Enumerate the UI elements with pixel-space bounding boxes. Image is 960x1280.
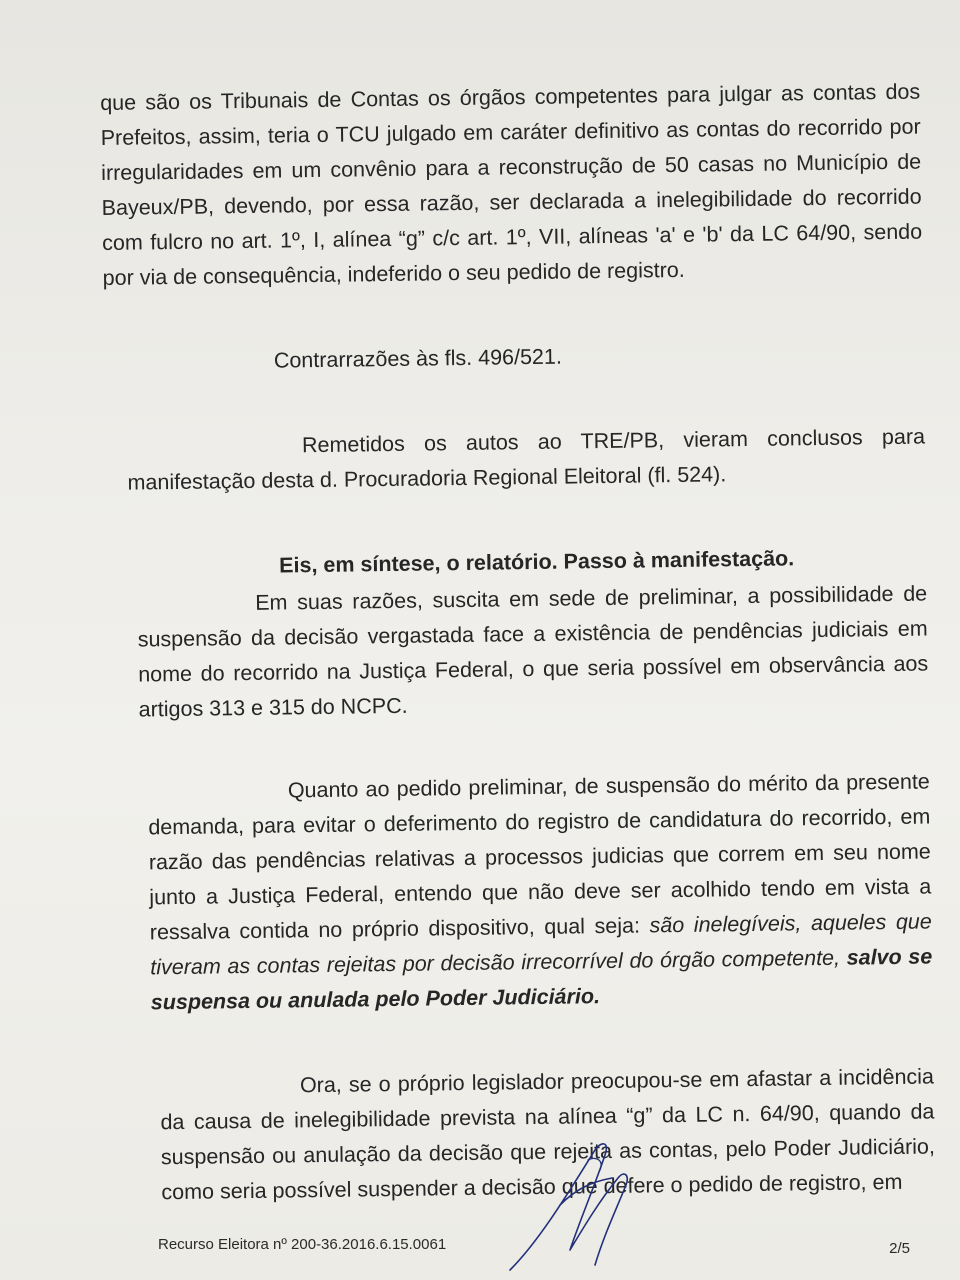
paragraph-preliminary: Em suas razões, suscita em sede de preliminar, a possibilidade de suspensão da decisão vergastada face a existência de pendências judiciais em nome do recorrido na Justiça Federal, o que seria possível em observância aos artigos 313 e 315 do NCPC. [137,581,929,722]
page-number: 2/5 [889,1240,910,1257]
paragraph-argument: Ora, se o próprio legislador preocupou-se em afastar a incidência da causa de inelegibilidade prevista na alínea “g” da LC n. 64/90, quando da suspensão ou anulação da decisão que rejeita as contas, pelo Poder Judiciário, como seria possível suspender a decisão que defere o pedido de registro, em [160,1064,936,1205]
handwritten-signature [500,1130,640,1280]
paragraph-facts: que são os Tribunais de Contas os órgãos competentes para julgar as contas dos Prefeitos, assim, teria o TCU julgado em caráter definitivo as contas do recorrido por irregularidades em um convênio para a reconstrução de 50 casas no Município de Bayeux/PB, devendo, por essa razão, ser declarada a inelegibilidade do recorrido com fulcro no art. 1º, I, alínea “g” c/c art. 1º, VII, alíneas 'a' e 'b' da LC 64/90, sendo por via de consequência, indeferido o seu pedido de registro. [100,79,923,290]
case-number: Recurso Eleitora nº 200-36.2016.6.15.0061 [158,1236,447,1253]
section-heading: Eis, em síntese, o relatório. Passo à manifestação. [279,546,795,578]
paragraph-analysis-text: Quanto ao pedido preliminar, de suspensão do mérito da presente demanda, para evitar o deferimento do registro de candidatura do recorrido, em razão das pendências relativas a processos judicias que correm em seu nome junto a Justiça Federal, entendo que não deve ser acolhido tendo em vista a ressalva contida no próprio dispositivo, qual seja: [148,769,932,945]
quoted-provision-exception: salvo se suspensa ou anulada pelo Poder Judiciário. [150,944,933,1015]
paragraph-counterarguments: Contrarrazões às fls. 496/521. [273,344,563,373]
document-body [100,75,936,1211]
paragraph-analysis [110,764,933,1020]
quoted-provision: são inelegíveis, aqueles que tiveram as contas rejeitas por decisão irrecorrível do órgão competente, [150,909,932,980]
paragraph-referral: Remetidos os autos ao TRE/PB, vieram conclusos para manifestação desta d. Procuradoria Regional Eleitoral (fl. 524). [127,424,926,495]
